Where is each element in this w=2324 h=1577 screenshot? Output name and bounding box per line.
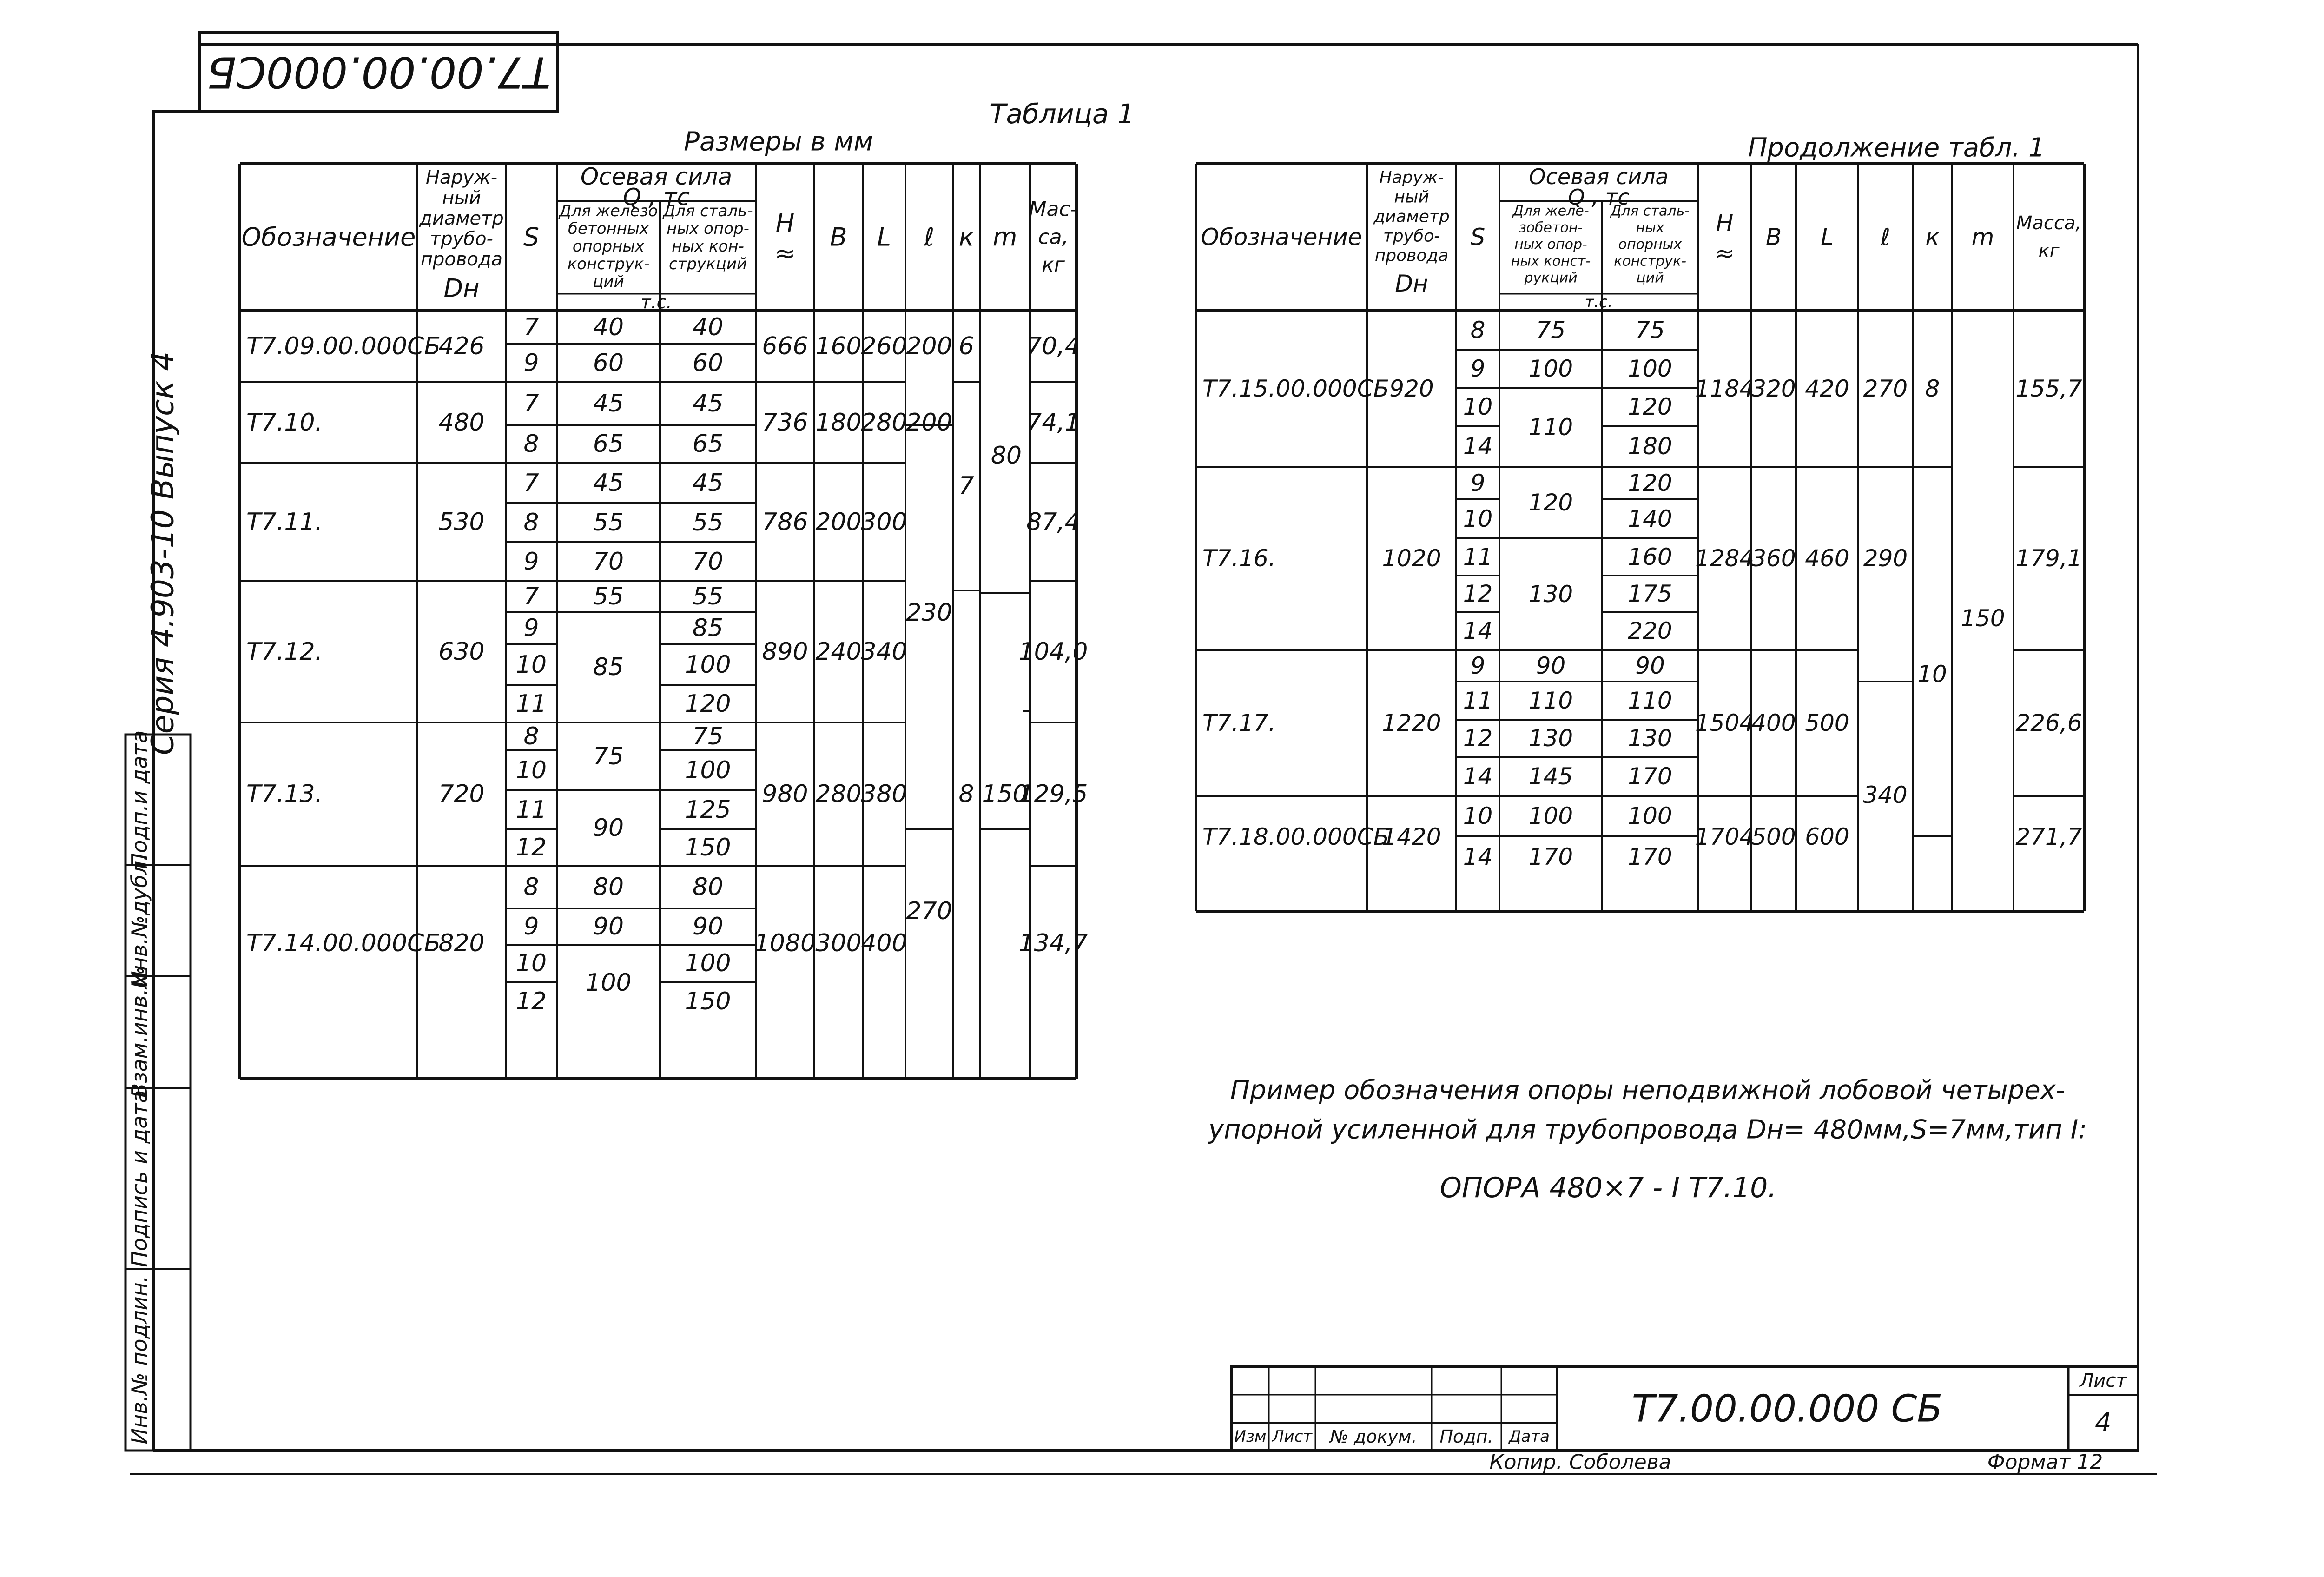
row-height: 1080 [754, 929, 816, 957]
header-wall-thickness: S [1470, 224, 1486, 251]
row-diameter: 426 [438, 332, 485, 360]
row-axial-rc: 55 [593, 583, 624, 610]
title-block-col-doc-no: № докум. [1330, 1426, 1417, 1447]
row-axial-rc: 100 [585, 969, 632, 997]
row-diameter: 530 [438, 508, 485, 536]
row-axial-steel: 120 [685, 690, 731, 718]
header-axial-steel: Для сталь- [1610, 203, 1690, 219]
row-l: 290 [1863, 545, 1908, 572]
header-designation: Обозначение [241, 222, 416, 252]
title-block-col-date: Дата [1508, 1427, 1550, 1446]
row-axial-rc: 100 [1528, 355, 1573, 382]
header-height-approx: ≈ [774, 239, 796, 268]
row-designation: Т7.13. [246, 780, 323, 808]
row-wall-thickness: 8 [523, 430, 539, 458]
row-axial-rc: 45 [593, 469, 624, 497]
row-axial-rc: 55 [593, 509, 624, 537]
side-stamp-signature-date: Подпись и дата [127, 1090, 152, 1267]
row-L: 300 [861, 508, 907, 536]
header-designation: Обозначение [1201, 224, 1362, 251]
row-axial-steel: 75 [692, 722, 724, 750]
row-axial-steel: 180 [1628, 433, 1672, 460]
header-axial-force: Q , тс [1568, 185, 1630, 210]
row-axial-steel: 100 [685, 651, 731, 679]
row-mass: 87,4 [1026, 508, 1080, 536]
row-axial-rc: 120 [1528, 489, 1573, 516]
row-designation: Т7.16. [1202, 545, 1276, 572]
header-diameter-line: трубо- [1383, 226, 1440, 246]
row-wall-thickness: 9 [523, 913, 539, 941]
row-diameter: 1420 [1382, 823, 1441, 850]
row-wall-thickness: 9 [523, 548, 539, 576]
row-height: 786 [762, 508, 808, 536]
row-axial-steel: 45 [692, 390, 724, 417]
row-axial-rc: 65 [593, 430, 624, 458]
header-axial-rc: бетонных [568, 219, 649, 238]
row-L: 400 [861, 929, 907, 957]
row-axial-steel: 120 [1628, 470, 1672, 497]
row-axial-rc: 45 [593, 390, 624, 417]
row-wall-thickness: 12 [1463, 725, 1493, 752]
header-L: L [877, 222, 891, 252]
header-axial-steel: ных опор- [667, 219, 749, 238]
title-block-format: Формат 12 [1987, 1450, 2103, 1474]
row-mass: 104,0 [1018, 638, 1088, 666]
row-diameter: 820 [438, 929, 485, 957]
header-axial-steel: Для сталь- [663, 202, 753, 220]
row-wall-thickness: 7 [523, 469, 539, 497]
row-wall-thickness: 9 [1470, 470, 1486, 497]
row-height: 666 [762, 332, 808, 360]
header-axial-rc: Для железо [559, 202, 658, 220]
row-axial-steel: 100 [685, 949, 731, 977]
row-L: 460 [1805, 545, 1849, 572]
row-axial-steel: 150 [685, 987, 731, 1015]
row-designation: Т7.12. [246, 638, 323, 666]
reversed-stamp-code: Т7.00.00.000СБ [207, 47, 551, 97]
row-axial-steel: 80 [692, 873, 724, 901]
header-axial-force: Q , тс [623, 184, 690, 211]
row-axial-rc: 40 [593, 313, 624, 341]
row-designation: Т7.18.00.000СБ [1202, 823, 1389, 850]
row-axial-steel: 70 [692, 548, 724, 576]
row-wall-thickness: 10 [515, 651, 547, 679]
row-axial-rc: 110 [1528, 687, 1573, 714]
header-k: к [958, 222, 974, 252]
row-axial-steel: 220 [1628, 617, 1672, 644]
header-height: H [1716, 210, 1734, 237]
row-L: 500 [1805, 709, 1849, 736]
header-m: m [992, 222, 1017, 252]
row-l: 200 [906, 409, 952, 437]
header-mass: кг [1042, 253, 1065, 277]
header-diameter-line: ный [442, 187, 481, 209]
row-axial-rc: 60 [593, 349, 624, 377]
row-L: 340 [861, 638, 907, 666]
header-b: B [1765, 224, 1782, 251]
header-axial-steel: струкций [668, 255, 747, 273]
row-m: 150 [982, 780, 1028, 808]
row-axial-steel: 160 [1628, 543, 1672, 570]
header-axial-rc: зобетон- [1519, 219, 1583, 236]
row-b: 200 [815, 508, 862, 536]
header-axial-force: Осевая сила [1529, 164, 1669, 189]
title-block-code: Т7.00.00.000 СБ [1631, 1387, 1943, 1431]
row-designation: Т7.17. [1202, 709, 1276, 736]
row-axial-rc: 130 [1528, 581, 1573, 608]
title-block-sheet-label: Лист [2080, 1370, 2127, 1391]
row-wall-thickness: 11 [515, 690, 547, 718]
row-wall-thickness: 8 [523, 722, 539, 750]
row-axial-rc: 90 [593, 814, 624, 842]
row-wall-thickness: 9 [1470, 355, 1486, 382]
header-axial-steel: конструк- [1614, 253, 1686, 270]
row-k: 6 [958, 332, 974, 360]
row-b: 500 [1751, 823, 1796, 850]
row-wall-thickness: 11 [1463, 543, 1493, 570]
row-diameter: 920 [1389, 375, 1434, 402]
header-mass: са, [1038, 225, 1069, 249]
header-diameter-line: трубо- [430, 228, 493, 250]
header-diameter-line: диаметр [419, 208, 504, 229]
header-wall-thickness: S [523, 222, 540, 252]
row-mass: 134,7 [1018, 929, 1088, 957]
header-axial-rc: рукций [1524, 270, 1578, 286]
header-diameter-line: провода [420, 249, 503, 270]
row-wall-thickness: 10 [1463, 505, 1493, 532]
title-block-col-sign: Подп. [1439, 1426, 1493, 1447]
span-k-7: 7 [958, 472, 974, 500]
header-height: H [775, 208, 795, 238]
row-designation: Т7.10. [246, 409, 323, 437]
row-wall-thickness: 11 [515, 796, 547, 824]
row-axial-rc: 80 [593, 873, 624, 901]
header-m: m [1971, 224, 1994, 251]
example-line-1: Пример обозначения опоры неподвижной лобовой четырех- [1230, 1075, 2066, 1106]
header-axial-rc: ных конст- [1511, 253, 1591, 270]
row-axial-steel: 60 [692, 349, 724, 377]
row-b: 240 [815, 638, 862, 666]
row-axial-steel: 90 [692, 913, 724, 941]
header-l: ℓ [1881, 224, 1890, 251]
row-wall-thickness: 14 [1463, 617, 1493, 644]
title-block-copied-by: Копир. Соболева [1489, 1450, 1671, 1474]
row-axial-steel: 55 [692, 509, 724, 537]
row-axial-rc: 100 [1528, 802, 1573, 829]
row-axial-steel: 110 [1628, 687, 1672, 714]
row-axial-rc: 130 [1528, 725, 1573, 752]
row-axial-steel: 170 [1628, 843, 1672, 870]
title-block-col-change: Изм [1234, 1427, 1267, 1446]
header-height-approx: ≈ [1715, 240, 1735, 267]
header-axial-rc: конструк- [567, 255, 650, 273]
header-axial-steel: ных кон- [672, 237, 744, 256]
title-block-col-sheet: Лист [1272, 1427, 1313, 1446]
row-b: 320 [1751, 375, 1796, 402]
header-diameter-line: Dн [443, 273, 480, 303]
row-wall-thickness: 10 [515, 949, 547, 977]
row-axial-rc: 90 [593, 913, 624, 941]
span-k-10: 10 [1917, 661, 1947, 688]
row-b: 160 [815, 332, 862, 360]
row-b: 180 [815, 409, 862, 437]
header-axial-rc: Для желе- [1512, 203, 1589, 219]
row-axial-steel: 175 [1628, 580, 1672, 607]
row-wall-thickness: 8 [1470, 317, 1486, 344]
row-b: 400 [1751, 709, 1796, 736]
row-axial-steel: 130 [1628, 725, 1672, 752]
row-wall-thickness: 9 [523, 614, 539, 642]
header-b: B [830, 222, 847, 252]
row-diameter: 1020 [1382, 545, 1441, 572]
row-b: 300 [815, 929, 862, 957]
table-1-units: Размеры в мм [684, 126, 873, 157]
row-L: 380 [861, 780, 907, 808]
header-mass: кг [2038, 240, 2060, 262]
row-wall-thickness: 12 [515, 834, 547, 861]
row-wall-thickness: 14 [1463, 763, 1493, 790]
span-l-340: 340 [1863, 782, 1908, 808]
row-height: 1704 [1695, 823, 1755, 850]
row-wall-thickness: 12 [1463, 580, 1493, 607]
row-axial-rc: 110 [1528, 414, 1573, 441]
row-diameter: 1220 [1382, 709, 1441, 736]
row-k: 8 [1925, 375, 1940, 402]
row-wall-thickness: 7 [523, 390, 539, 417]
row-mass: 155,7 [2015, 375, 2082, 402]
span-l-230: 230 [906, 599, 952, 627]
row-mass: 74,1 [1026, 409, 1080, 437]
row-axial-steel: 125 [685, 796, 731, 824]
row-wall-thickness: 12 [515, 987, 547, 1015]
row-wall-thickness: 9 [523, 349, 539, 377]
row-axial-steel: 45 [692, 469, 724, 497]
row-designation: Т7.09.00.000СБ [246, 332, 441, 360]
row-designation: Т7.15.00.000СБ [1202, 375, 1389, 402]
row-axial-rc: 75 [593, 742, 624, 770]
header-L: L [1821, 224, 1834, 251]
row-designation: Т7.14.00.000СБ [246, 929, 441, 957]
row-axial-rc: 145 [1528, 763, 1573, 790]
header-axial-steel: ций [1636, 270, 1664, 286]
header-mass: Мас- [1029, 197, 1078, 221]
row-wall-thickness: 14 [1463, 433, 1493, 460]
row-wall-thickness: 8 [523, 509, 539, 537]
row-axial-steel: 100 [1628, 802, 1672, 829]
row-axial-rc: 90 [1536, 652, 1566, 679]
series-vertical-label: Серия 4.903-10 Выпуск 4 [145, 351, 181, 755]
row-height: 1504 [1695, 709, 1755, 736]
header-axial-force: Осевая сила [580, 163, 733, 190]
header-diameter-line: Dн [1395, 270, 1428, 297]
header-axial-rc: ных опор- [1514, 236, 1587, 253]
row-axial-steel: 55 [692, 583, 724, 610]
row-diameter: 630 [438, 638, 485, 666]
header-ts-unit: т.с. [640, 292, 672, 312]
side-stamp-inventory-original: Инв.№ подлин. [127, 1275, 152, 1444]
row-axial-steel: 85 [692, 614, 724, 642]
header-diameter-line: диаметр [1373, 207, 1450, 226]
row-wall-thickness: 7 [523, 313, 539, 341]
row-axial-steel: 120 [1628, 393, 1672, 420]
header-axial-rc: ций [593, 272, 624, 291]
row-L: 420 [1805, 375, 1849, 402]
title-block-sheet-number: 4 [2095, 1407, 2112, 1438]
row-axial-steel: 100 [1628, 355, 1672, 382]
row-wall-thickness: 8 [523, 873, 539, 901]
row-axial-rc: 75 [1536, 317, 1566, 344]
row-b: 280 [815, 780, 862, 808]
row-L: 280 [861, 409, 907, 437]
row-axial-steel: 150 [685, 834, 731, 861]
header-diameter-line: Наруж- [425, 167, 498, 188]
table-1-caption: Таблица 1 [990, 98, 1135, 130]
row-axial-rc: 70 [593, 548, 624, 576]
row-L: 260 [861, 332, 907, 360]
header-axial-rc: опорных [572, 237, 645, 256]
row-axial-rc: 170 [1528, 843, 1573, 870]
span-m-150: 150 [1961, 605, 2005, 632]
row-l: 200 [906, 332, 952, 360]
row-wall-thickness: 9 [1470, 652, 1486, 679]
example-line-3: ОПОРА 480×7 - I Т7.10. [1439, 1172, 1777, 1204]
row-axial-steel: 140 [1628, 505, 1672, 532]
row-l: 270 [1863, 375, 1908, 402]
header-l: ℓ [924, 222, 935, 252]
row-wall-thickness: 7 [523, 583, 539, 610]
row-wall-thickness: 10 [1463, 393, 1493, 420]
example-line-2: упорной усиленной для трубопровода Dн= 480мм,S=7мм,тип I: [1208, 1114, 2087, 1145]
header-mass: Масса, [2016, 212, 2082, 234]
header-diameter-line: ный [1394, 187, 1429, 207]
row-axial-steel: 100 [685, 756, 731, 784]
header-axial-steel: ных [1636, 219, 1664, 236]
row-mass: 271,7 [2015, 823, 2082, 850]
header-axial-steel: опорных [1618, 236, 1682, 253]
row-mass: 226,6 [2015, 709, 2082, 736]
header-diameter-line: Наруж- [1379, 168, 1444, 187]
span-l-270: 270 [906, 897, 952, 925]
row-mass: 129,5 [1018, 780, 1088, 808]
span-m-80: 80 [990, 442, 1022, 470]
row-diameter: 480 [438, 409, 485, 437]
row-height: 890 [762, 638, 808, 666]
row-mass: 179,1 [2015, 545, 2082, 572]
row-wall-thickness: 10 [515, 756, 547, 784]
row-axial-rc: 85 [593, 653, 624, 681]
side-stamp-duplicate-inventory: Инв.№дубл. [127, 854, 152, 987]
row-axial-steel: 65 [692, 430, 724, 458]
row-axial-steel: 170 [1628, 763, 1672, 790]
row-wall-thickness: 10 [1463, 802, 1493, 829]
side-stamp-replacement-inventory: Взам.инв.№ [127, 966, 152, 1098]
row-height: 1284 [1695, 545, 1755, 572]
row-designation: Т7.11. [246, 508, 323, 536]
row-axial-steel: 40 [692, 313, 724, 341]
row-b: 360 [1751, 545, 1796, 572]
row-height: 1184 [1695, 375, 1755, 402]
side-stamp-signature-date-2: Подп.и дата [127, 730, 152, 869]
row-axial-steel: 75 [1635, 317, 1665, 344]
table-1-continuation-caption: Продолжение табл. 1 [1748, 133, 2045, 163]
row-wall-thickness: 11 [1463, 687, 1493, 714]
row-height: 980 [762, 780, 808, 808]
header-diameter-line: провода [1374, 246, 1449, 265]
row-axial-steel: 90 [1635, 652, 1665, 679]
header-ts-unit: т.с. [1585, 293, 1613, 311]
row-k: 8 [958, 780, 974, 808]
header-k: к [1925, 224, 1940, 251]
row-height: 736 [762, 409, 808, 437]
row-wall-thickness: 14 [1463, 843, 1493, 870]
row-mass: 70,4 [1026, 332, 1080, 360]
row-diameter: 720 [438, 780, 485, 808]
row-L: 600 [1805, 823, 1849, 850]
